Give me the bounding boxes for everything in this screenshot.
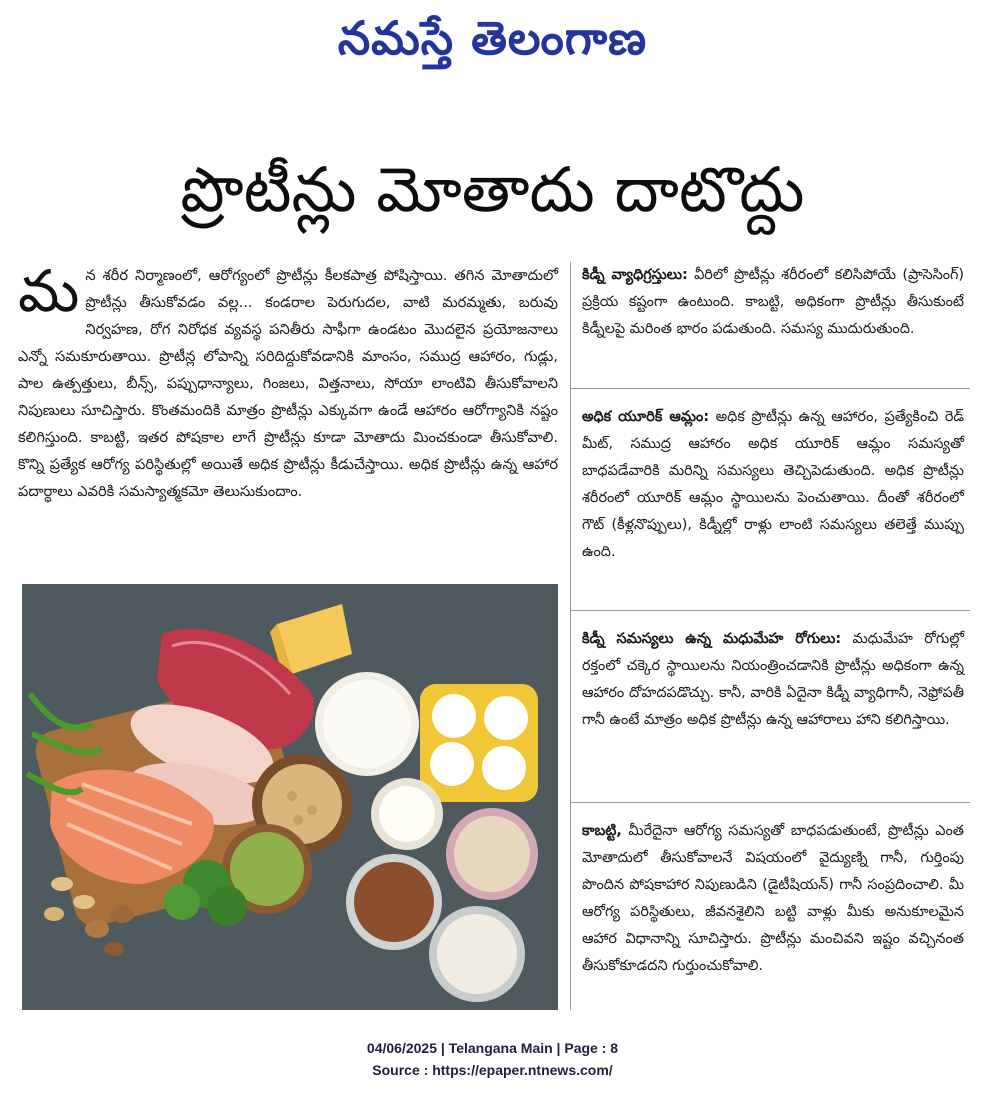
- section-heading: అధిక యూరిక్ ఆమ్లం:: [582, 409, 710, 425]
- section-conclusion: [582, 818, 964, 980]
- section-body: మీరేదైనా ఆరోగ్య సమస్యతో బాధపడుతుంటే, ప్రొటీన్లు ఎంత మోతాదులో తీసుకోవాలనే విషయంలో వైద్యుణ్ని గానీ, గుర్తింపు పొందిన పోషకాహార నిపుణుడిని (డైటీషియన్) గానీ సంప్రదించాలి. మీ ఆరోగ్య పరిస్థితులు, జీవనశైలిని బట్టి వాళ్లు మీకు అనుకూలమైన ఆహార విధానాన్ని సూచిస్తారు. ప్రొటీన్లు మంచివని ఇష్టం వచ్చినంత తీసుకోకూడదని గుర్తుంచుకోవాలి.: [582, 823, 965, 974]
- intro-paragraph: న శరీర నిర్మాణంలో, ఆరోగ్యంలో ప్రొటీన్లు కీలకపాత్ర పోషిస్తాయి. తగిన మోతాదులో ప్రొటీన్లు తీసుకోవడం వల్ల... కండరాల పెరుగుదల, వాటి మరమ్మతు, బరువు నిర్వహణ, రోగ నిరోధక వ్యవస్థ పనితీరు సాఫీగా ఉండటం మొదలైన ప్రయోజనాలు ఎన్నో సమకూరుతాయి. ప్రొటీన్ల లోపాన్ని సరిదిద్దుకోవడానికి మాంసం, సముద్ర ఆహారం, గుడ్లు, పాల ఉత్పత్తులు, బీన్స్, పప్పుధాన్యాలు, గింజలు, విత్తనాలు, సోయా లాంటివి తీసుకోవాలని నిపుణులు సూచిస్తారు. కొంతమందికి మాత్రం ప్రొటీన్లు ఎక్కువగా ఉండే ఆహారం ఆరోగ్యానికి నష్టం కలిగిస్తుంది. కాబట్టి, ఇతర పోషకాల లాగే ప్రొటీన్లు కూడా మోతాదు మించకుండా తీసుకోవాలి. కొన్ని ప్రత్యేక ఆరోగ్య పరిస్థితుల్లో అయితే అధిక ప్రొటీన్లు కీడుచేస్తాయి. అధిక ప్రొటీన్లు ఉన్న ఆహార పదార్థాలు ఎవరికి సమస్యాత్మకమో తెలుసుకుందాం.: [18, 267, 558, 500]
- protein-food-photo: [22, 584, 558, 1010]
- column-divider: [570, 262, 571, 1010]
- food-illustration: [22, 584, 558, 1010]
- section-kidney-patients: [582, 262, 964, 343]
- section-heading: కిడ్నీ వ్యాధిగ్రస్తులు:: [582, 267, 688, 283]
- section-diabetes: [582, 626, 964, 734]
- section-divider: [570, 802, 970, 803]
- section-divider: [570, 610, 970, 611]
- section-uric-acid: [582, 404, 964, 566]
- intro-column: [18, 257, 558, 505]
- section-heading: కిడ్నీ సమస్యలు ఉన్న మధుమేహ రోగులు:: [582, 631, 842, 647]
- section-divider: [570, 388, 970, 389]
- section-heading: కాబట్టి,: [582, 823, 622, 839]
- newspaper-masthead: నమస్తే తెలంగాణ: [337, 11, 648, 65]
- footer-date-page: 04/06/2025 | Telangana Main | Page : 8: [366, 1040, 619, 1056]
- section-body: వీరిలో ప్రొటీన్లు శరీరంలో కలిసిపోయే (ప్రాసెసింగ్) ప్రక్రియ కష్టంగా ఉంటుంది. కాబట్టి, అధికంగా ప్రొటీన్లు తీసుకుంటే కిడ్నీలపై మరింత భారం పడుతుంది. సమస్య ముదురుతుంది.: [582, 267, 964, 337]
- section-body: అధిక ప్రొటీన్లు ఉన్న ఆహారం, ప్రత్యేకించి రెడ్ మీట్, సముద్ర ఆహారం అధిక యూరిక్ ఆమ్లం సమస్యతో బాధపడేవారికి మరిన్ని సమస్యలు తెచ్చిపెడుతుంది. అధిక ప్రొటీన్లు శరీరంలో యూరిక్ ఆమ్లం స్థాయిలను పెంచుతాయి. దీంతో శరీరంలో గౌట్ (కీళ్లనొప్పులు), కిడ్నీల్లో రాళ్లు లాంటి సమస్యలు తలెత్తే ముప్పు ఉంది.: [582, 409, 965, 560]
- drop-cap: మ: [18, 257, 80, 325]
- article-headline: ప్రొటీన్లు మోతాదు దాటొద్దు: [180, 153, 805, 226]
- section-body: మధుమేహ రోగుల్లో రక్తంలో చక్కెర స్థాయిలను నియంత్రించడానికి ప్రొటీన్లు అధికంగా ఉన్న ఆహారం దోహదపడొచ్చు. కానీ, వారికి ఏదైనా కిడ్నీ వ్యాధిగానీ, నెఫ్రోపతీ గానీ ఉంటే మాత్రం అధిక ప్రొటీన్లు ఉన్న ఆహారాలు హాని కలిగిస్తాయి.: [582, 631, 965, 728]
- footer-source: Source : https://epaper.ntnews.com/: [372, 1062, 613, 1078]
